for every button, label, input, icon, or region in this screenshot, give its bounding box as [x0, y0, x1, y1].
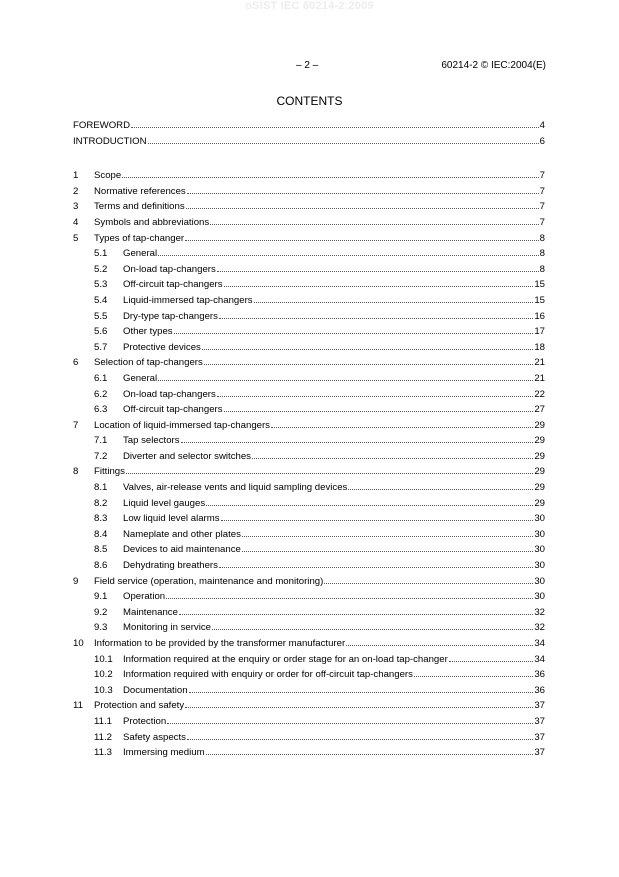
- toc-entry-title: Diverter and selector switches: [123, 450, 251, 462]
- toc-entry-title: Dry-type tap-changers: [123, 310, 218, 322]
- dot-leader: [217, 270, 539, 272]
- toc-entry-page: 27: [534, 404, 545, 416]
- toc-subsection-entry[interactable]: [73, 433, 545, 449]
- toc-entry-number: 10.1: [94, 653, 113, 665]
- dot-leader: [217, 395, 534, 397]
- dot-leader: [186, 207, 539, 209]
- toc-entry-title: Protective devices: [123, 341, 201, 353]
- toc-entry-title: Tap selectors: [123, 435, 180, 447]
- toc-entry-number: 8.4: [94, 528, 108, 540]
- toc-entry-title: Maintenance: [123, 606, 178, 618]
- dot-leader: [181, 441, 534, 443]
- toc-subsection-entry[interactable]: [73, 527, 545, 543]
- toc-entry-number: 7.2: [94, 450, 108, 462]
- toc-entry-title: Fittings: [94, 466, 125, 478]
- toc-entry-title: Nameplate and other plates: [123, 528, 241, 540]
- toc-subsection-entry[interactable]: [73, 605, 545, 621]
- toc-entry-page: 29: [534, 466, 545, 478]
- toc-entry-page: 36: [534, 684, 545, 696]
- dot-leader: [202, 348, 533, 350]
- toc-entry-title: Low liquid level alarms: [123, 513, 220, 525]
- toc-subsection-entry[interactable]: [73, 340, 545, 356]
- toc-entry-number: 10.3: [94, 684, 113, 696]
- toc-entry-number: 10: [73, 638, 84, 649]
- dot-leader: [254, 301, 534, 303]
- toc-entry-number: 11.1: [94, 715, 112, 727]
- dot-leader: [212, 628, 533, 630]
- toc-subsection-entry[interactable]: [73, 480, 545, 496]
- toc-entry-page: 30: [534, 560, 545, 572]
- toc-entry-title: Devices to aid maintenance: [123, 544, 241, 556]
- document-id: 60214-2 © IEC:2004(E): [441, 60, 546, 71]
- toc-entry-number: 9.3: [94, 622, 108, 634]
- toc-entry-title: Other types: [123, 326, 173, 338]
- toc-entry-page: 29: [534, 482, 545, 494]
- toc-entry-title: Scope: [94, 170, 122, 182]
- toc-entry-title: On-load tap-changers: [123, 263, 216, 275]
- toc-subsection-entry[interactable]: [73, 449, 545, 465]
- toc-subsection-entry[interactable]: [73, 589, 545, 605]
- dot-leader: [206, 504, 533, 506]
- dot-leader: [122, 176, 538, 178]
- toc-entry-number: 11: [73, 700, 83, 712]
- toc-entry-number: 8.1: [94, 482, 108, 494]
- toc-section-entry[interactable]: [73, 698, 545, 714]
- dot-leader: [414, 675, 533, 677]
- toc-entry-number: 8.5: [94, 544, 108, 556]
- toc-entry-title: Protection: [123, 715, 167, 727]
- toc-subsection-entry[interactable]: [73, 683, 545, 699]
- page-title: CONTENTS: [276, 94, 343, 108]
- dot-leader: [242, 535, 533, 537]
- toc-entry-page: 7: [539, 216, 545, 228]
- toc-entry-page: 17: [534, 326, 545, 338]
- dot-leader: [210, 223, 538, 225]
- toc-entry-title: Valves, air-release vents and liquid sampling devices: [123, 482, 348, 494]
- dot-leader: [179, 613, 533, 615]
- dot-leader: [158, 379, 533, 381]
- dot-leader: [449, 660, 534, 662]
- toc-section-entry[interactable]: [73, 231, 545, 247]
- toc-subsection-entry[interactable]: [73, 277, 545, 293]
- toc-entry-page: 7: [539, 185, 545, 197]
- toc-entry-page: 29: [534, 419, 545, 431]
- toc-entry-page: 32: [534, 622, 545, 634]
- toc-section-entry[interactable]: [73, 199, 545, 215]
- toc-entry-page: 8: [539, 263, 545, 275]
- toc-entry-number: 6: [73, 357, 79, 369]
- toc-subsection-entry[interactable]: [73, 293, 545, 309]
- toc-entry-number: 3: [73, 201, 79, 213]
- toc-subsection-entry[interactable]: [73, 402, 545, 418]
- dot-leader: [242, 550, 533, 552]
- toc-section-entry[interactable]: [73, 355, 545, 371]
- toc-subsection-entry[interactable]: [73, 620, 545, 636]
- toc-entry-number: 2: [73, 185, 79, 197]
- toc-subsection-entry[interactable]: [73, 511, 545, 527]
- toc-entry-title: Types of tap-changer: [94, 232, 185, 244]
- toc-entry-number: 1: [73, 170, 79, 182]
- toc-entry-page: 21: [534, 372, 545, 384]
- toc-entry-page: 29: [534, 450, 545, 462]
- toc-entry-page: 37: [534, 731, 545, 743]
- toc-entry-number: 5.6: [94, 326, 108, 338]
- toc-entry-page: 30: [534, 575, 545, 587]
- toc-section-entry[interactable]: [73, 636, 545, 652]
- toc-entry-page: 16: [534, 310, 545, 322]
- toc-entry-number: 8.6: [94, 560, 108, 572]
- toc-subsection-entry[interactable]: [73, 730, 545, 746]
- toc-entry-number: 11.2: [94, 731, 112, 743]
- toc-subsection-entry[interactable]: [73, 309, 545, 325]
- toc-entry-page: 7: [539, 201, 545, 213]
- toc-entry-number: 10.2: [94, 669, 113, 681]
- toc-entry-title: Immersing medium: [123, 747, 205, 759]
- toc-entry-title: General: [123, 248, 158, 260]
- toc-entry-title: General: [123, 372, 158, 384]
- toc-section-entry[interactable]: [73, 418, 545, 434]
- toc-entry-page: 37: [534, 700, 545, 712]
- dot-leader: [271, 426, 533, 428]
- toc-subsection-entry[interactable]: [73, 745, 545, 761]
- toc-entry-page: 30: [534, 544, 545, 556]
- toc-entry-title: Location of liquid-immersed tap-changers: [94, 419, 270, 431]
- toc-entry-page: 37: [534, 715, 545, 727]
- dot-leader: [224, 410, 534, 412]
- dot-leader: [189, 691, 534, 693]
- toc-entry-title: On-load tap-changers: [123, 388, 216, 400]
- toc-entry-page: 22: [534, 388, 545, 400]
- toc-entry-number: 9.1: [94, 591, 108, 603]
- watermark: oSIST IEC 60214-2:2009: [245, 0, 374, 12]
- toc-subsection-entry[interactable]: [73, 246, 545, 262]
- toc-front-entry[interactable]: [73, 134, 545, 150]
- toc-entry-title: Information required at the enquiry or order stage for an on-load tap-changer: [123, 653, 448, 665]
- dot-leader: [187, 192, 539, 194]
- toc-section-entry[interactable]: [73, 464, 545, 480]
- toc-entry-number: 9: [73, 575, 79, 587]
- dot-leader: [174, 332, 534, 334]
- toc-entry-title: Symbols and abbreviations: [94, 216, 210, 228]
- toc-entry-page: 29: [534, 497, 545, 509]
- dot-leader: [187, 738, 533, 740]
- toc-entry-number: 5.5: [94, 310, 108, 322]
- toc-entry-page: 29: [534, 435, 545, 447]
- toc-subsection-entry[interactable]: [73, 714, 545, 730]
- toc-entry-page: 8: [539, 232, 545, 244]
- dot-leader: [219, 317, 533, 319]
- toc-entry-title: Monitoring in service: [123, 622, 211, 634]
- toc-subsection-entry[interactable]: [73, 371, 545, 387]
- toc-entry-title: Protection and safety: [94, 700, 185, 712]
- toc-entry-title: Information required with enquiry or order for off-circuit tap-changers: [123, 669, 413, 681]
- dot-leader: [185, 239, 539, 241]
- dot-leader: [126, 472, 533, 474]
- toc-entry-number: 7: [73, 419, 79, 431]
- page-number: – 2 –: [296, 60, 319, 71]
- toc-section-entry[interactable]: [73, 168, 545, 184]
- toc-section-entry[interactable]: [73, 215, 545, 231]
- toc-entry-title: Off-circuit tap-changers: [123, 279, 223, 291]
- toc-entry-title: Liquid-immersed tap-changers: [123, 294, 253, 306]
- toc-entry-number: 5.3: [94, 279, 108, 291]
- toc-entry-page: 18: [534, 341, 545, 353]
- toc-entry-page: 30: [534, 528, 545, 540]
- toc-entry-title: Safety aspects: [123, 731, 186, 743]
- dot-leader: [348, 488, 533, 490]
- toc-entry-number: 9.2: [94, 606, 108, 618]
- toc-entry-number: 6.3: [94, 404, 108, 416]
- toc-subsection-entry[interactable]: [73, 387, 545, 403]
- toc-entry-number: 5: [73, 232, 79, 244]
- toc-entry-number: 5.4: [94, 294, 108, 306]
- toc-entry-title: Dehydrating breathers: [123, 560, 218, 572]
- toc-subsection-entry[interactable]: [73, 496, 545, 512]
- toc-subsection-entry[interactable]: [73, 667, 545, 683]
- toc-entry-number: 5.2: [94, 263, 108, 275]
- toc-entry-title: Field service (operation, maintenance and monitoring): [94, 575, 324, 587]
- toc-entry-title: Terms and definitions: [94, 201, 185, 213]
- toc-entry-title: Off-circuit tap-changers: [123, 404, 223, 416]
- toc-entry-number: 8: [73, 466, 79, 478]
- toc-entry-page: 6: [539, 135, 545, 147]
- toc-entry-page: 34: [534, 653, 545, 665]
- toc-subsection-entry[interactable]: [73, 542, 545, 558]
- dot-leader: [185, 706, 533, 708]
- toc-entry-number: 7.1: [94, 435, 108, 447]
- toc-subsection-entry[interactable]: [73, 652, 545, 668]
- dot-leader: [324, 582, 533, 584]
- toc-entry-title: Documentation: [123, 684, 188, 696]
- toc-subsection-entry[interactable]: [73, 558, 545, 574]
- toc-entry-title: INTRODUCTION: [73, 135, 147, 147]
- toc-entry-page: 7: [539, 170, 545, 182]
- toc-entry-page: 15: [534, 279, 545, 291]
- toc-entry-title: Normative references: [94, 185, 186, 197]
- toc-entry-number: 8.3: [94, 513, 108, 525]
- dot-leader: [131, 126, 539, 128]
- dot-leader: [206, 753, 534, 755]
- toc-entry-number: 6.2: [94, 388, 108, 400]
- dot-leader: [346, 644, 533, 646]
- toc-entry-title: Selection of tap-changers: [94, 357, 203, 369]
- dot-leader: [224, 285, 534, 287]
- dot-leader: [148, 142, 539, 144]
- toc-entry-title: FOREWORD: [73, 120, 131, 131]
- dot-leader: [252, 457, 533, 459]
- toc-entry-number: 8.2: [94, 497, 108, 509]
- toc-entry-page: 8: [539, 248, 545, 260]
- toc-entry-number: 4: [73, 216, 79, 228]
- dot-leader: [221, 519, 534, 521]
- dot-leader: [158, 254, 539, 256]
- toc-entry-title: Liquid level gauges: [123, 497, 206, 509]
- toc-front-entry[interactable]: [73, 118, 545, 134]
- toc-entry-number: 11.3: [94, 747, 112, 759]
- table-of-contents: [73, 118, 545, 761]
- dot-leader: [219, 566, 533, 568]
- toc-entry-number: 6.1: [94, 372, 108, 384]
- toc-entry-title: Information to be provided by the transformer manufacturer: [94, 638, 346, 649]
- toc-entry-page: 34: [534, 638, 545, 649]
- toc-section-entry[interactable]: [73, 184, 545, 200]
- toc-entry-page: 36: [534, 669, 545, 681]
- toc-entry-page: 37: [534, 747, 545, 759]
- toc-entry-title: Operation: [123, 591, 166, 603]
- toc-entry-number: 5.1: [94, 248, 108, 260]
- toc-entry-page: 30: [534, 513, 545, 525]
- dot-leader: [166, 597, 533, 599]
- dot-leader: [167, 722, 533, 724]
- toc-subsection-entry[interactable]: [73, 324, 545, 340]
- toc-section-entry[interactable]: [73, 574, 545, 590]
- toc-subsection-entry[interactable]: [73, 262, 545, 278]
- toc-entry-page: 15: [534, 294, 545, 306]
- toc-entry-page: 4: [539, 120, 545, 131]
- dot-leader: [204, 363, 534, 365]
- toc-entry-number: 5.7: [94, 341, 108, 353]
- toc-entry-page: 30: [534, 591, 545, 603]
- toc-entry-page: 32: [534, 606, 545, 618]
- toc-entry-page: 21: [534, 357, 545, 369]
